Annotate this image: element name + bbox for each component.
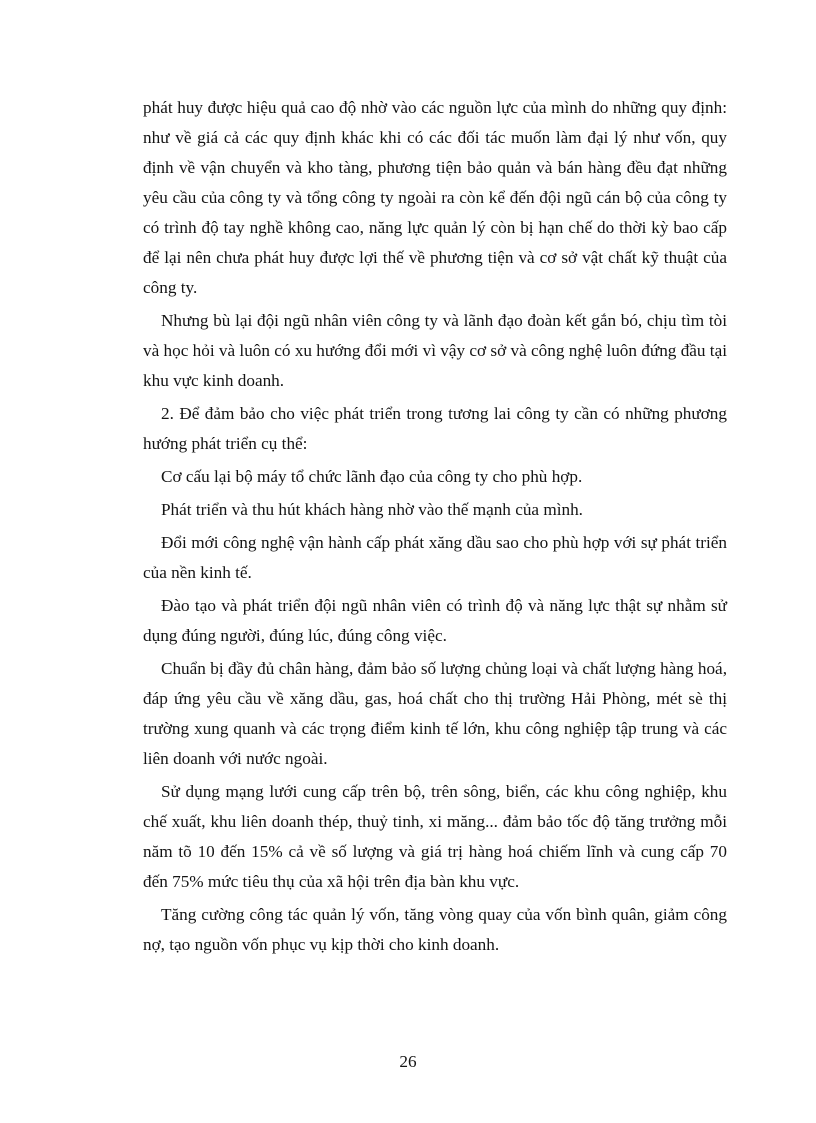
list-item-supply-network: Sử dụng mạng lưới cung cấp trên bộ, trên sông, biển, các khu công nghiệp, khu chế xuất, khu liên doanh thép, thuỷ tinh, xi măng... đảm bảo tốc độ tăng trưởng mỗi năm tõ 10 đến 15% cả về số lượng và giá trị hàng hoá chiếm lĩnh và cung cấp 70 đến 75% mức tiêu thụ của xã hội trên địa bàn khu vực.	[143, 782, 727, 891]
page-number: 26	[399, 1052, 417, 1071]
list-item-technology-renewal: Đổi mới công nghệ vận hành cấp phát xăng dầu sao cho phù hợp với sự phát triển của nền kinh tế.	[143, 533, 727, 582]
paragraph-development-directions-heading: 2. Để đảm bảo cho việc phát triển trong tương lai công ty cần có những phương hướng phát triển cụ thể:	[143, 404, 727, 453]
list-item-goods-preparation: Chuẩn bị đầy đủ chân hàng, đảm bảo số lượng chủng loại và chất lượng hàng hoá, đáp ứng yêu cầu về xăng dầu, gas, hoá chất cho thị trường Hải Phòng, mét sè thị trường xung quanh và các trọng điểm kinh tế lớn, khu công nghiệp tập trung và các liên doanh với nước ngoài.	[143, 659, 727, 768]
list-item-attract-customers: Phát triển và thu hút khách hàng nhờ vào thế mạnh của mình.	[161, 500, 583, 519]
body-text	[143, 93, 727, 963]
paragraph-continuation: phát huy được hiệu quả cao độ nhờ vào các nguồn lực của mình do những quy định: như về giá cả các quy định khác khi có các đối tác muốn làm đại lý như vốn, quy định về vận chuyển và kho tàng, phương tiện bảo quản và bán hàng đều đạt những yêu cầu của công ty và tổng công ty ngoài ra còn kể đến đội ngũ cán bộ của công ty có trình độ tay nghề không cao, năng lực quản lý còn bị hạn chế do thời kỳ bao cấp để lại nên chưa phát huy được lợi thế về phương tiện và cơ sở vật chất kỹ thuật của công ty.	[143, 98, 727, 297]
list-item-capital-management: Tăng cường công tác quản lý vốn, tăng vòng quay của vốn bình quân, giảm công nợ, tạo nguồn vốn phục vụ kịp thời cho kinh doanh.	[143, 905, 727, 954]
list-item-staff-training: Đào tạo và phát triển đội ngũ nhân viên có trình độ và năng lực thật sự nhằm sử dụng đúng người, đúng lúc, đúng công việc.	[143, 596, 727, 645]
paragraph-staff-strengths: Nhưng bù lại đội ngũ nhân viên công ty và lãnh đạo đoàn kết gắn bó, chịu tìm tòi và học hỏi và luôn có xu hướng đổi mới vì vậy cơ sở và công nghệ luôn đứng đầu tại khu vực kinh doanh.	[143, 311, 727, 390]
list-item-restructure: Cơ cấu lại bộ máy tổ chức lãnh đạo của công ty cho phù hợp.	[161, 467, 583, 486]
